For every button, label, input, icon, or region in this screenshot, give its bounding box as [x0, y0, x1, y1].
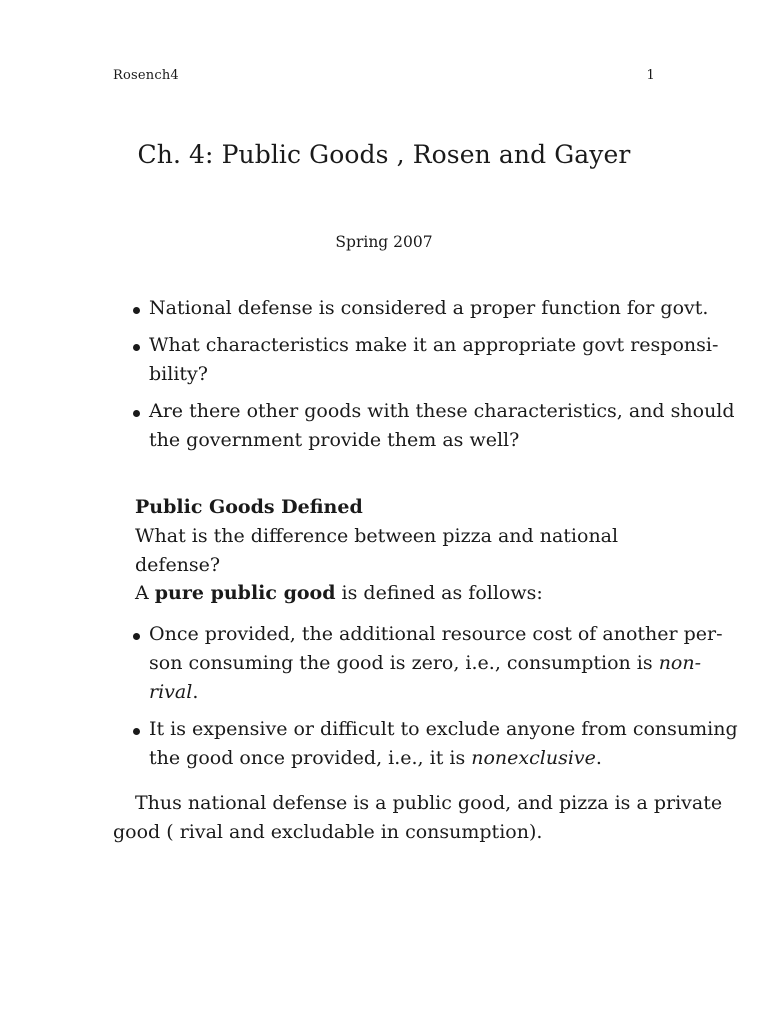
- bullet-text: bility?: [149, 363, 208, 385]
- paragraph-line: good ( rival and excludable in consumption).: [113, 821, 543, 843]
- definition-term: pure public good: [154, 582, 336, 604]
- bullet-text-line: [149, 678, 658, 707]
- bullet-icon: [133, 633, 140, 640]
- bullet-icon: [133, 410, 140, 417]
- bullet-text: the good once provided, i.e., it is: [149, 747, 472, 769]
- bullet-text: son consuming the good is zero, i.e., consumption is: [149, 652, 659, 674]
- paragraph-line: Thus national defense is a public good, and pizza is a private: [135, 792, 723, 814]
- bullet-text: National defense is considered a proper function for govt.: [149, 297, 709, 319]
- list-item: [113, 397, 735, 455]
- section-question: What is the difference between pizza and national defense?: [135, 525, 619, 576]
- bullet-text: .: [595, 747, 602, 769]
- bullet-icon: [133, 344, 140, 351]
- emphasis-text: rival: [149, 681, 193, 703]
- bullet-text-line: [149, 649, 702, 678]
- document-date: Spring 2007: [335, 233, 433, 251]
- bullet-text: the government provide them as well?: [149, 429, 520, 451]
- section-heading-block: [135, 493, 665, 580]
- definition-bullet-list: [113, 620, 738, 773]
- bullet-text-line: [149, 744, 658, 773]
- bullet-icon: [133, 728, 140, 735]
- list-item: [113, 294, 709, 323]
- definition-prefix: A: [135, 582, 155, 604]
- bullet-text: Once provided, the additional resource cost of another per-: [149, 623, 723, 645]
- definition-suffix: is defined as follows:: [335, 582, 543, 604]
- header-left-label: Rosench4: [113, 68, 179, 83]
- page-number: 1: [646, 68, 655, 83]
- intro-section: [113, 294, 735, 463]
- list-item: [113, 715, 738, 773]
- bullet-icon: [133, 307, 140, 314]
- emphasis-text: non-: [658, 652, 702, 674]
- list-item: [113, 620, 723, 707]
- running-header: [113, 68, 655, 83]
- section-heading: Public Goods Defined: [135, 496, 363, 518]
- bullet-text: What characteristics make it an appropriate govt responsi-: [149, 334, 719, 356]
- bullet-text: It is expensive or difficult to exclude anyone from consuming: [149, 718, 738, 740]
- emphasis-text: nonexclusive: [471, 747, 596, 769]
- definition-section: [113, 620, 738, 781]
- definition-intro: [135, 579, 543, 608]
- document-title: Ch. 4: Public Goods , Rosen and Gayer: [137, 140, 631, 169]
- bullet-text: Are there other goods with these characteristics, and should: [149, 400, 735, 422]
- conclusion-paragraph: [113, 789, 723, 847]
- list-item: [113, 331, 719, 389]
- bullet-text: .: [192, 681, 199, 703]
- intro-bullet-list: [113, 294, 735, 455]
